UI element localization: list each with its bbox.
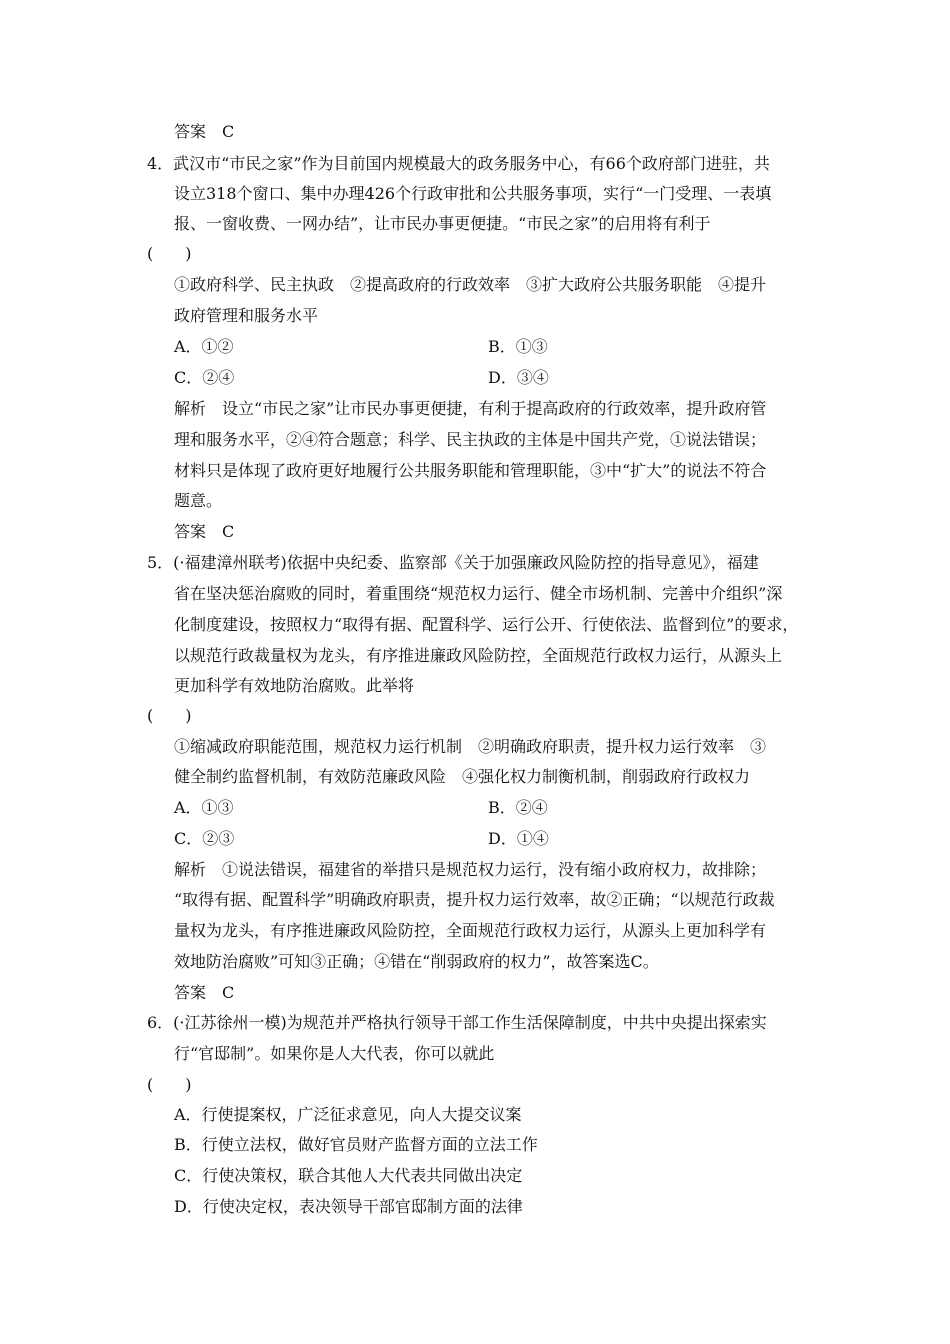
question-text-line: 设立318个窗口、集中办理426个行政审批和公共服务事项，实行“一门受理、一表填 [174,184,772,203]
option-c: C．行使决策权，联合其他人大代表共同做出决定 [174,1166,523,1185]
answer-parenthesis: ( ) [147,706,192,725]
statement-line: ①缩减政府职能范围，规范权力运行机制 ②明确政府职责，提升权力运行效率 ③ [174,737,767,756]
analysis-line: 理和服务水平，②④符合题意；科学、民主执政的主体是中国共产党，①说法错误； [174,430,767,449]
question-text-line: 6．(·江苏徐州一模)为规范并严格执行领导干部工作生活保障制度，中共中央提出探索实 [147,1013,767,1032]
option-a: A．行使提案权，广泛征求意见，向人大提交议案 [174,1105,522,1124]
option-d: D．①④ [488,829,549,848]
option-b: B．②④ [488,798,548,817]
option-b: B．行使立法权，做好官员财产监督方面的立法工作 [174,1135,538,1154]
option-a: A．①③ [174,798,234,817]
question-text-line: 5．(·福建漳州联考)依据中央纪委、监察部《关于加强廉政风险防控的指导意见》，福建 [147,553,759,572]
question-text-line: 省在坚决惩治腐败的同时，着重围绕“规范权力运行、健全市场机制、完善中介组织”深 [174,584,783,603]
analysis-line: 材料只是体现了政府更好地履行公共服务职能和管理职能，③中“扩大”的说法不符合 [174,461,767,480]
answer-line: 答案 C [174,983,235,1002]
option-a: A．①② [174,337,234,356]
analysis-line: 效地防治腐败”可知③正确；④错在“削弱政府的权力”，故答案选C。 [174,952,659,971]
answer-parenthesis: ( ) [147,1075,192,1094]
statement-line: ①政府科学、民主执政 ②提高政府的行政效率 ③扩大政府公共服务职能 ④提升 [174,275,767,294]
question-text-line: 更加科学有效地防治腐败。此举将 [174,676,415,695]
analysis-line: 量权为龙头，有序推进廉政风险防控，全面规范行政权力运行，从源头上更加科学有 [174,921,767,940]
statement-line: 健全制约监督机制，有效防范廉政风险 ④强化权力制衡机制，削弱政府行政权力 [174,767,751,786]
answer-line: 答案 C [174,522,235,541]
option-c: C．②④ [174,368,235,387]
analysis-line: “取得有据、配置科学”明确政府职责，提升权力运行效率，故②正确；“以规范行政裁 [174,890,775,909]
question-text-line: 以规范行政裁量权为龙头，有序推进廉政风险防控，全面规范行政权力运行，从源头上 [174,646,783,665]
option-b: B．①③ [488,337,548,356]
statement-line: 政府管理和服务水平 [174,306,319,325]
analysis-line: 解析 ①说法错误，福建省的举措只是规范权力运行，没有缩小政府权力，故排除； [174,860,767,879]
option-d: D．行使决定权，表决领导干部官邸制方面的法律 [174,1197,523,1216]
question-text-line: 报、一窗收费、一网办结”，让市民办事更便捷。“市民之家”的启用将有利于 [174,214,711,233]
question-text-line: 4．武汉市“市民之家”作为目前国内规模最大的政务服务中心，有66个政府部门进驻，共 [147,154,770,173]
answer-parenthesis: ( ) [147,244,192,263]
question-text-line: 行“官邸制”。如果你是人大代表，你可以就此 [174,1044,495,1063]
answer-line: 答案 C [174,122,235,141]
option-c: C．②③ [174,829,235,848]
analysis-line: 解析 设立“市民之家”让市民办事更便捷，有利于提高政府的行政效率，提升政府管 [174,399,767,418]
option-d: D．③④ [488,368,549,387]
question-text-line: 化制度建设，按照权力“取得有据、配置科学、运行公开、行使依法、监督到位”的要求， [174,615,799,634]
analysis-line: 题意。 [174,491,223,510]
